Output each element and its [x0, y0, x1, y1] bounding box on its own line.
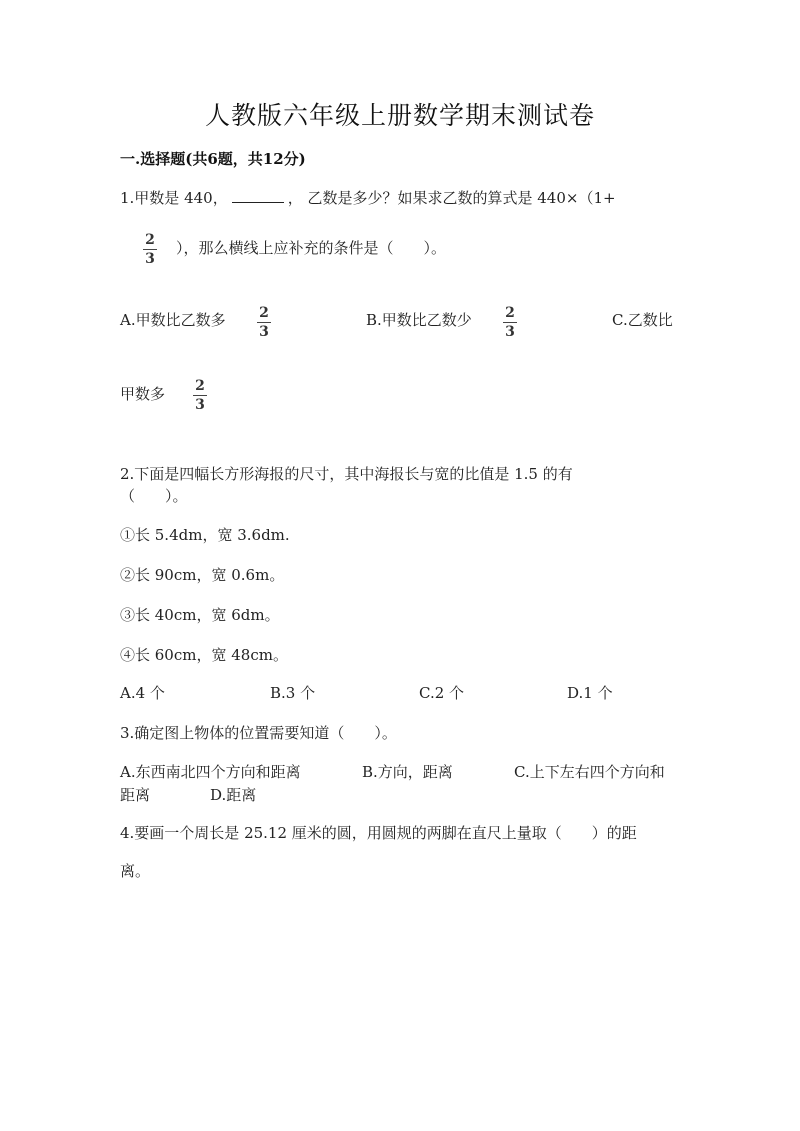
q2-stem-line1: 2.下面是四幅长方形海报的尺寸，其中海报长与宽的比值是 1.5 的有 [120, 465, 573, 483]
q4-stem-line1: 4.要画一个周长是 25.12 厘米的圆，用圆规的两脚在直尺上量取（ ）的距 [120, 824, 637, 842]
page-title: 人教版六年级上册数学期末测试卷 [204, 101, 595, 130]
q1-option-a-fraction [256, 306, 272, 340]
q3-option-c-cont: 距离 [120, 786, 151, 804]
q1-option-a: A.甲数比乙数多 [120, 311, 226, 329]
fraction-denominator: 3 [259, 324, 269, 340]
q1-option-c-fraction [192, 379, 208, 413]
fraction-bar [143, 249, 157, 250]
q1-stem-fraction [142, 233, 158, 267]
q2-option-c: C.2 个 [419, 684, 465, 702]
q3-option-c: C.上下左右四个方向和 [514, 763, 665, 781]
q3-option-d: D.距离 [210, 786, 257, 804]
fraction-numerator: 2 [505, 305, 515, 321]
q2-option-d: D.1 个 [567, 684, 613, 702]
q2-option-a: A.4 个 [120, 684, 165, 702]
q1-stem-part-b: ， 乙数是多少？如果求乙数的算式是 440×（1+ [287, 189, 616, 207]
fraction-numerator: 2 [145, 232, 155, 248]
q2-option-b: B.3 个 [270, 684, 316, 702]
q1-option-c-cont: 甲数多 [120, 385, 166, 403]
fraction-bar [257, 322, 271, 323]
q1-option-b: B.甲数比乙数少 [366, 311, 472, 329]
fraction-bar [193, 395, 207, 396]
q1-fill-blank [232, 188, 284, 203]
q2-item-4: ④长 60cm，宽 48cm。 [120, 646, 288, 664]
q4-stem-line2: 离。 [120, 862, 151, 880]
q2-item-3: ③长 40cm，宽 6dm。 [120, 606, 280, 624]
q2-stem-line2: （ ）。 [120, 487, 188, 505]
q1-option-b-fraction [502, 306, 518, 340]
fraction-denominator: 3 [195, 397, 205, 413]
q3-stem: 3.确定图上物体的位置需要知道（ ）。 [120, 724, 397, 742]
fraction-numerator: 2 [195, 378, 205, 394]
q1-stem-line2: ），那么横线上应补充的条件是（ ）。 [176, 239, 447, 257]
q3-option-a: A.东西南北四个方向和距离 [120, 763, 301, 781]
q3-option-b: B.方向，距离 [362, 763, 453, 781]
q1-stem-part-a: 1.甲数是 440， [120, 189, 228, 207]
q1-stem-line1 [120, 188, 616, 208]
fraction-numerator: 2 [259, 305, 269, 321]
fraction-denominator: 3 [505, 324, 515, 340]
q2-item-2: ②长 90cm，宽 0.6m。 [120, 566, 285, 584]
section-heading: 一.选择题(共6题，共12分) [120, 150, 306, 168]
fraction-bar [503, 322, 517, 323]
fraction-denominator: 3 [145, 251, 155, 267]
q2-item-1: ①长 5.4dm，宽 3.6dm. [120, 526, 290, 544]
q1-option-c: C.乙数比 [612, 311, 673, 329]
